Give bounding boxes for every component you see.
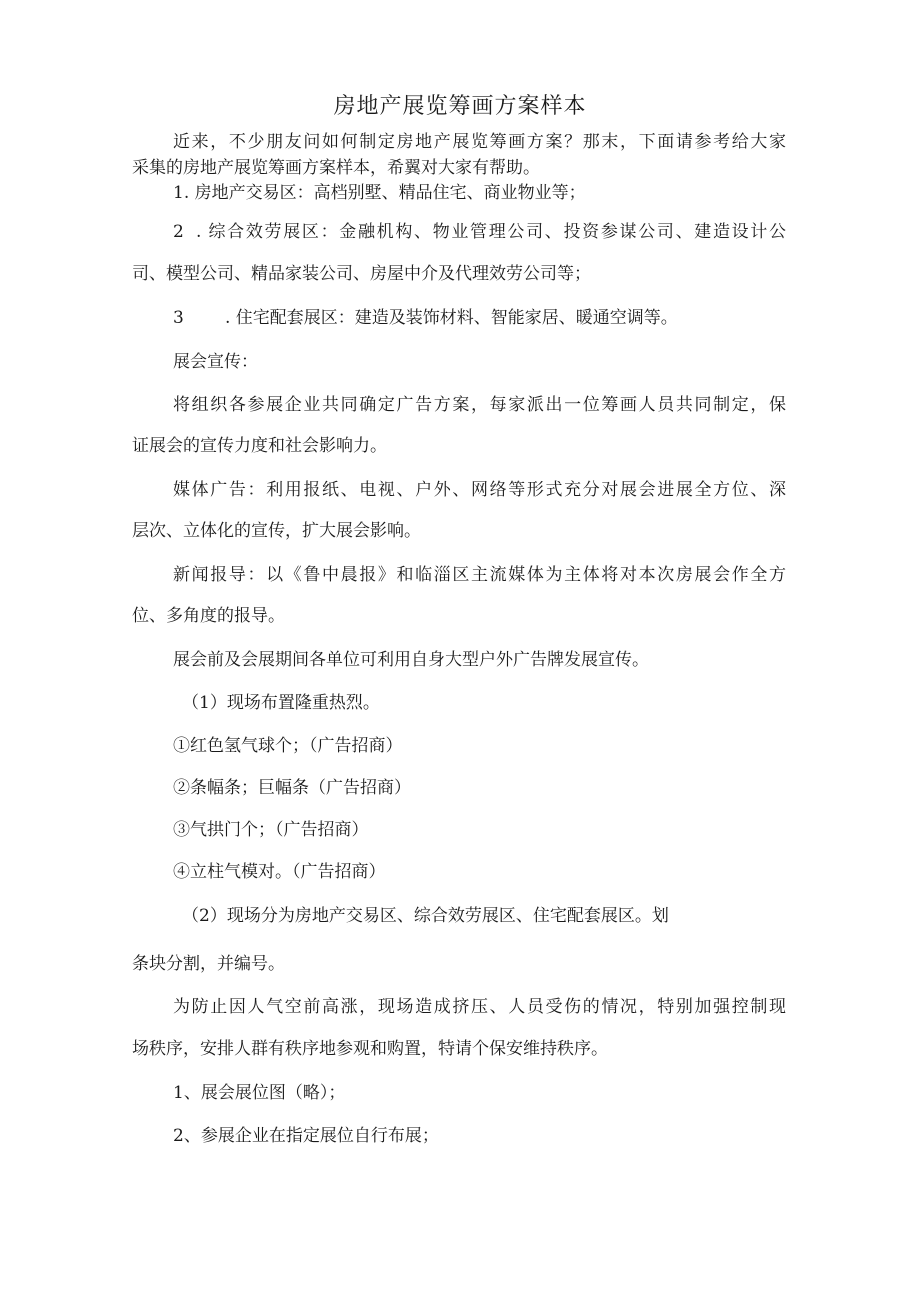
bullet-arch: ③气拱门个；（广告招商）	[173, 820, 369, 840]
news-line-1: 新闻报导：以《鲁中晨报》和临淄区主流媒体为主体将对本次房展会作全方	[173, 565, 786, 585]
bullet-pillars: ④立柱气模对。（广告招商）	[173, 862, 386, 882]
section-2-line-1: （2）现场分为房地产交易区、综合效劳展区、住宅配套展区。划	[182, 906, 669, 926]
order-line-2: 场秩序，安排人群有秩序地参观和购置，特请个保安维持秩序。	[132, 1039, 608, 1059]
bullet-balloons: ①红色氢气球个；（广告招商）	[173, 736, 403, 756]
item-number: 3	[173, 308, 184, 328]
document-title: 房地产展览筹画方案样本	[333, 94, 587, 119]
section-2-line-2: 条块分割，并编号。	[132, 954, 285, 974]
promo-heading: 展会宣传：	[173, 352, 258, 372]
section-1-heading: （1）现场布置隆重热烈。	[182, 693, 380, 713]
news-line-2: 位、多角度的报导。	[132, 606, 285, 626]
item-number: 2	[173, 222, 184, 242]
bullet-banners: ②条幅条；巨幅条（广告招商）	[173, 778, 411, 798]
intro-line-1: 近来，不少朋友问如何制定房地产展览筹画方案？那末，下面请参考给大家	[173, 132, 786, 152]
list-item-self-setup: 2、参展企业在指定展位自行布展；	[173, 1126, 439, 1146]
promo-para-line-2: 证展会的宣传力度和社会影响力。	[132, 436, 387, 456]
intro-line-2: 采集的房地产展览筹画方案样本，希翼对大家有帮助。	[132, 158, 540, 178]
outdoor-ad-line: 展会前及会展期间各单位可利用自身大型户外广告牌发展宣传。	[173, 650, 649, 670]
list-item-trading-zone: 1. 房地产交易区：高档别墅、精品住宅、商业物业等；	[173, 183, 586, 203]
list-item-booth-map: 1、展会展位图（略）；	[173, 1083, 346, 1103]
list-item-service-zone-line-2: 司、模型公司、精品家装公司、房屋中介及代理效劳公司等；	[132, 264, 591, 284]
order-line-1: 为防止因人气空前高涨，现场造成挤压、人员受伤的情况，特别加强控制现	[173, 997, 786, 1017]
list-item-number-3	[173, 306, 184, 330]
media-ad-line-1: 媒体广告：利用报纸、电视、户外、网络等形式充分对展会进展全方位、深	[173, 480, 786, 500]
media-ad-line-2: 层次、立体化的宣传，扩大展会影响。	[132, 521, 421, 541]
list-item-service-zone-line-1: . 综合效劳展区：金融机构、物业管理公司、投资参谋公司、建造设计公	[196, 222, 786, 242]
promo-para-line-1: 将组织各参展企业共同确定广告方案，每家派出一位筹画人员共同制定，保	[173, 395, 786, 415]
list-item-housing-zone: . 住宅配套展区：建造及装饰材料、智能家居、暖通空调等。	[225, 308, 678, 328]
list-item-number-2	[173, 220, 184, 244]
